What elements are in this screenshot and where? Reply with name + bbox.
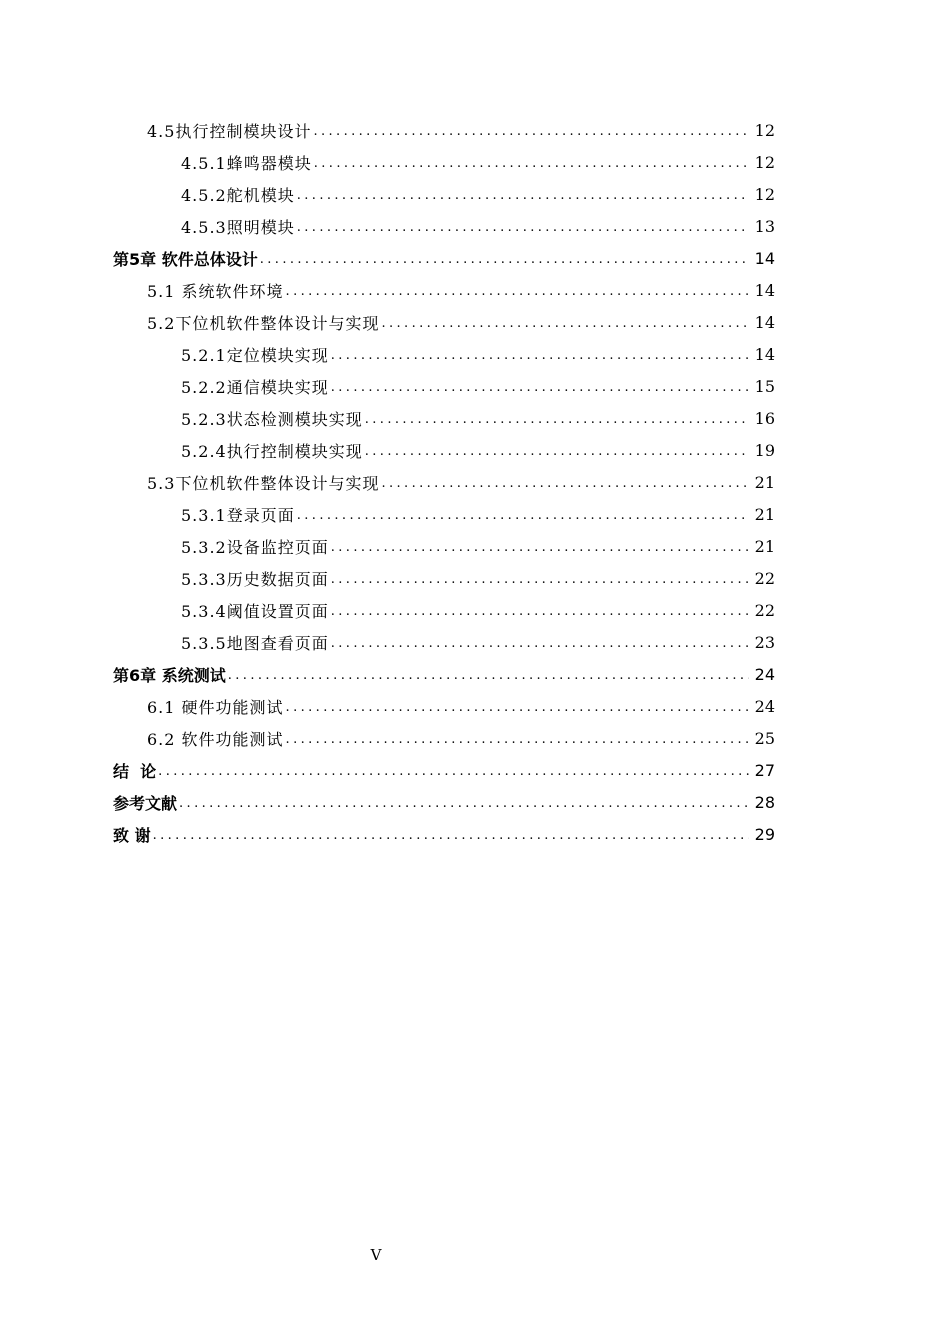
toc-dot-leader [286, 734, 749, 754]
toc-entry-title: 5.3.5地图查看页面 [181, 633, 329, 653]
toc-entry-title: 5.3.3历史数据页面 [181, 569, 329, 589]
toc-entry-title: 5.3.2设备监控页面 [181, 537, 329, 557]
toc-dot-leader [381, 478, 749, 498]
toc-entry-title: 5.2下位机软件整体设计与实现 [147, 313, 380, 333]
toc-entry-title: 4.5.3照明模块 [181, 217, 295, 237]
toc-entry-title: 参考文献 [113, 793, 178, 813]
toc-entry[interactable] [0, 114, 950, 146]
toc-entry-title: 5.3.4阈值设置页面 [181, 601, 329, 621]
toc-entry-title: 5.3下位机软件整体设计与实现 [147, 473, 380, 493]
toc-dot-leader [228, 670, 749, 690]
toc-dot-leader [331, 574, 749, 594]
toc-entry-page: 12 [754, 184, 775, 204]
toc-dot-leader [286, 286, 749, 306]
toc-entry-page: 12 [754, 152, 775, 172]
toc-entry-title: 6.2 软件功能测试 [147, 729, 284, 749]
toc-entry-page: 22 [754, 568, 775, 588]
toc-entry-page: 14 [754, 344, 775, 364]
toc-dot-leader [314, 158, 749, 178]
toc-entry-page: 25 [754, 728, 775, 748]
toc-entry[interactable] [0, 274, 950, 306]
toc-entry-page: 23 [754, 632, 775, 652]
toc-dot-leader [331, 350, 749, 370]
toc-dot-leader [331, 638, 749, 658]
toc-dot-leader [365, 414, 749, 434]
toc-entry[interactable] [0, 530, 950, 562]
toc-entry-page: 29 [754, 824, 775, 844]
toc-dot-leader [179, 798, 749, 818]
toc-dot-leader [153, 830, 749, 850]
toc-entry[interactable] [0, 498, 950, 530]
toc-entry-page: 16 [754, 408, 775, 428]
toc-entry[interactable] [0, 594, 950, 626]
toc-entry-title: 4.5执行控制模块设计 [147, 121, 312, 141]
toc-entry-title: 5.2.3状态检测模块实现 [181, 409, 363, 429]
toc-chapter-entry[interactable] [0, 818, 950, 850]
toc-entry-title: 第5章 软件总体设计 [113, 249, 258, 269]
toc-dot-leader [331, 606, 749, 626]
toc-entry-page: 24 [754, 696, 775, 716]
toc-entry-page: 12 [754, 120, 775, 140]
toc-entry-page: 21 [754, 536, 775, 556]
toc-dot-leader [331, 542, 749, 562]
toc-entry-title: 5.2.1定位模块实现 [181, 345, 329, 365]
toc-dot-leader [297, 190, 749, 210]
toc-entry-page: 13 [754, 216, 775, 236]
toc-dot-leader [297, 222, 749, 242]
toc-entry[interactable] [0, 210, 950, 242]
toc-entry[interactable] [0, 146, 950, 178]
toc-dot-leader [260, 254, 749, 274]
toc-entry-page: 19 [754, 440, 775, 460]
toc-entry-title: 4.5.2舵机模块 [181, 185, 295, 205]
toc-entry-page: 27 [754, 760, 775, 780]
toc-dot-leader [313, 126, 749, 146]
toc-chapter-entry[interactable] [0, 754, 950, 786]
toc-entry-title: 致 谢 [113, 825, 151, 845]
toc-entry-page: 14 [754, 248, 775, 268]
toc-entry[interactable] [0, 402, 950, 434]
toc-dot-leader [331, 382, 749, 402]
toc-entry-title: 5.2.4执行控制模块实现 [181, 441, 363, 461]
toc-entry-title: 结 论 [113, 761, 157, 781]
toc-entry[interactable] [0, 178, 950, 210]
toc-entry-page: 14 [754, 280, 775, 300]
toc-entry-title: 6.1 硬件功能测试 [147, 697, 284, 717]
toc-entry-title: 5.3.1登录页面 [181, 505, 295, 525]
toc-dot-leader [286, 702, 749, 722]
toc-entry[interactable] [0, 626, 950, 658]
toc-chapter-entry[interactable] [0, 242, 950, 274]
toc-entry-page: 22 [754, 600, 775, 620]
toc-entry[interactable] [0, 434, 950, 466]
toc-entry-title: 第6章 系统测试 [113, 665, 226, 685]
toc-dot-leader [297, 510, 749, 530]
toc-entry-title: 4.5.1蜂鸣器模块 [181, 153, 312, 173]
toc-entry-page: 24 [754, 664, 775, 684]
page-number: V [370, 1246, 382, 1264]
toc-entry[interactable] [0, 690, 950, 722]
toc-entry[interactable] [0, 338, 950, 370]
toc-entry[interactable] [0, 722, 950, 754]
toc-entry-title: 5.1 系统软件环境 [147, 281, 284, 301]
toc-entry[interactable] [0, 466, 950, 498]
toc-entry[interactable] [0, 306, 950, 338]
toc-entry[interactable] [0, 370, 950, 402]
toc-entry-page: 15 [754, 376, 775, 396]
toc-entry-page: 21 [754, 472, 775, 492]
toc-dot-leader [158, 766, 749, 786]
toc-entry-title: 5.2.2通信模块实现 [181, 377, 329, 397]
toc-dot-leader [381, 318, 749, 338]
toc-entry-page: 21 [754, 504, 775, 524]
toc-chapter-entry[interactable] [0, 658, 950, 690]
toc-dot-leader [365, 446, 749, 466]
table-of-contents [0, 114, 950, 850]
toc-entry[interactable] [0, 562, 950, 594]
toc-entry-page: 14 [754, 312, 775, 332]
toc-chapter-entry[interactable] [0, 786, 950, 818]
toc-entry-page: 28 [754, 792, 775, 812]
